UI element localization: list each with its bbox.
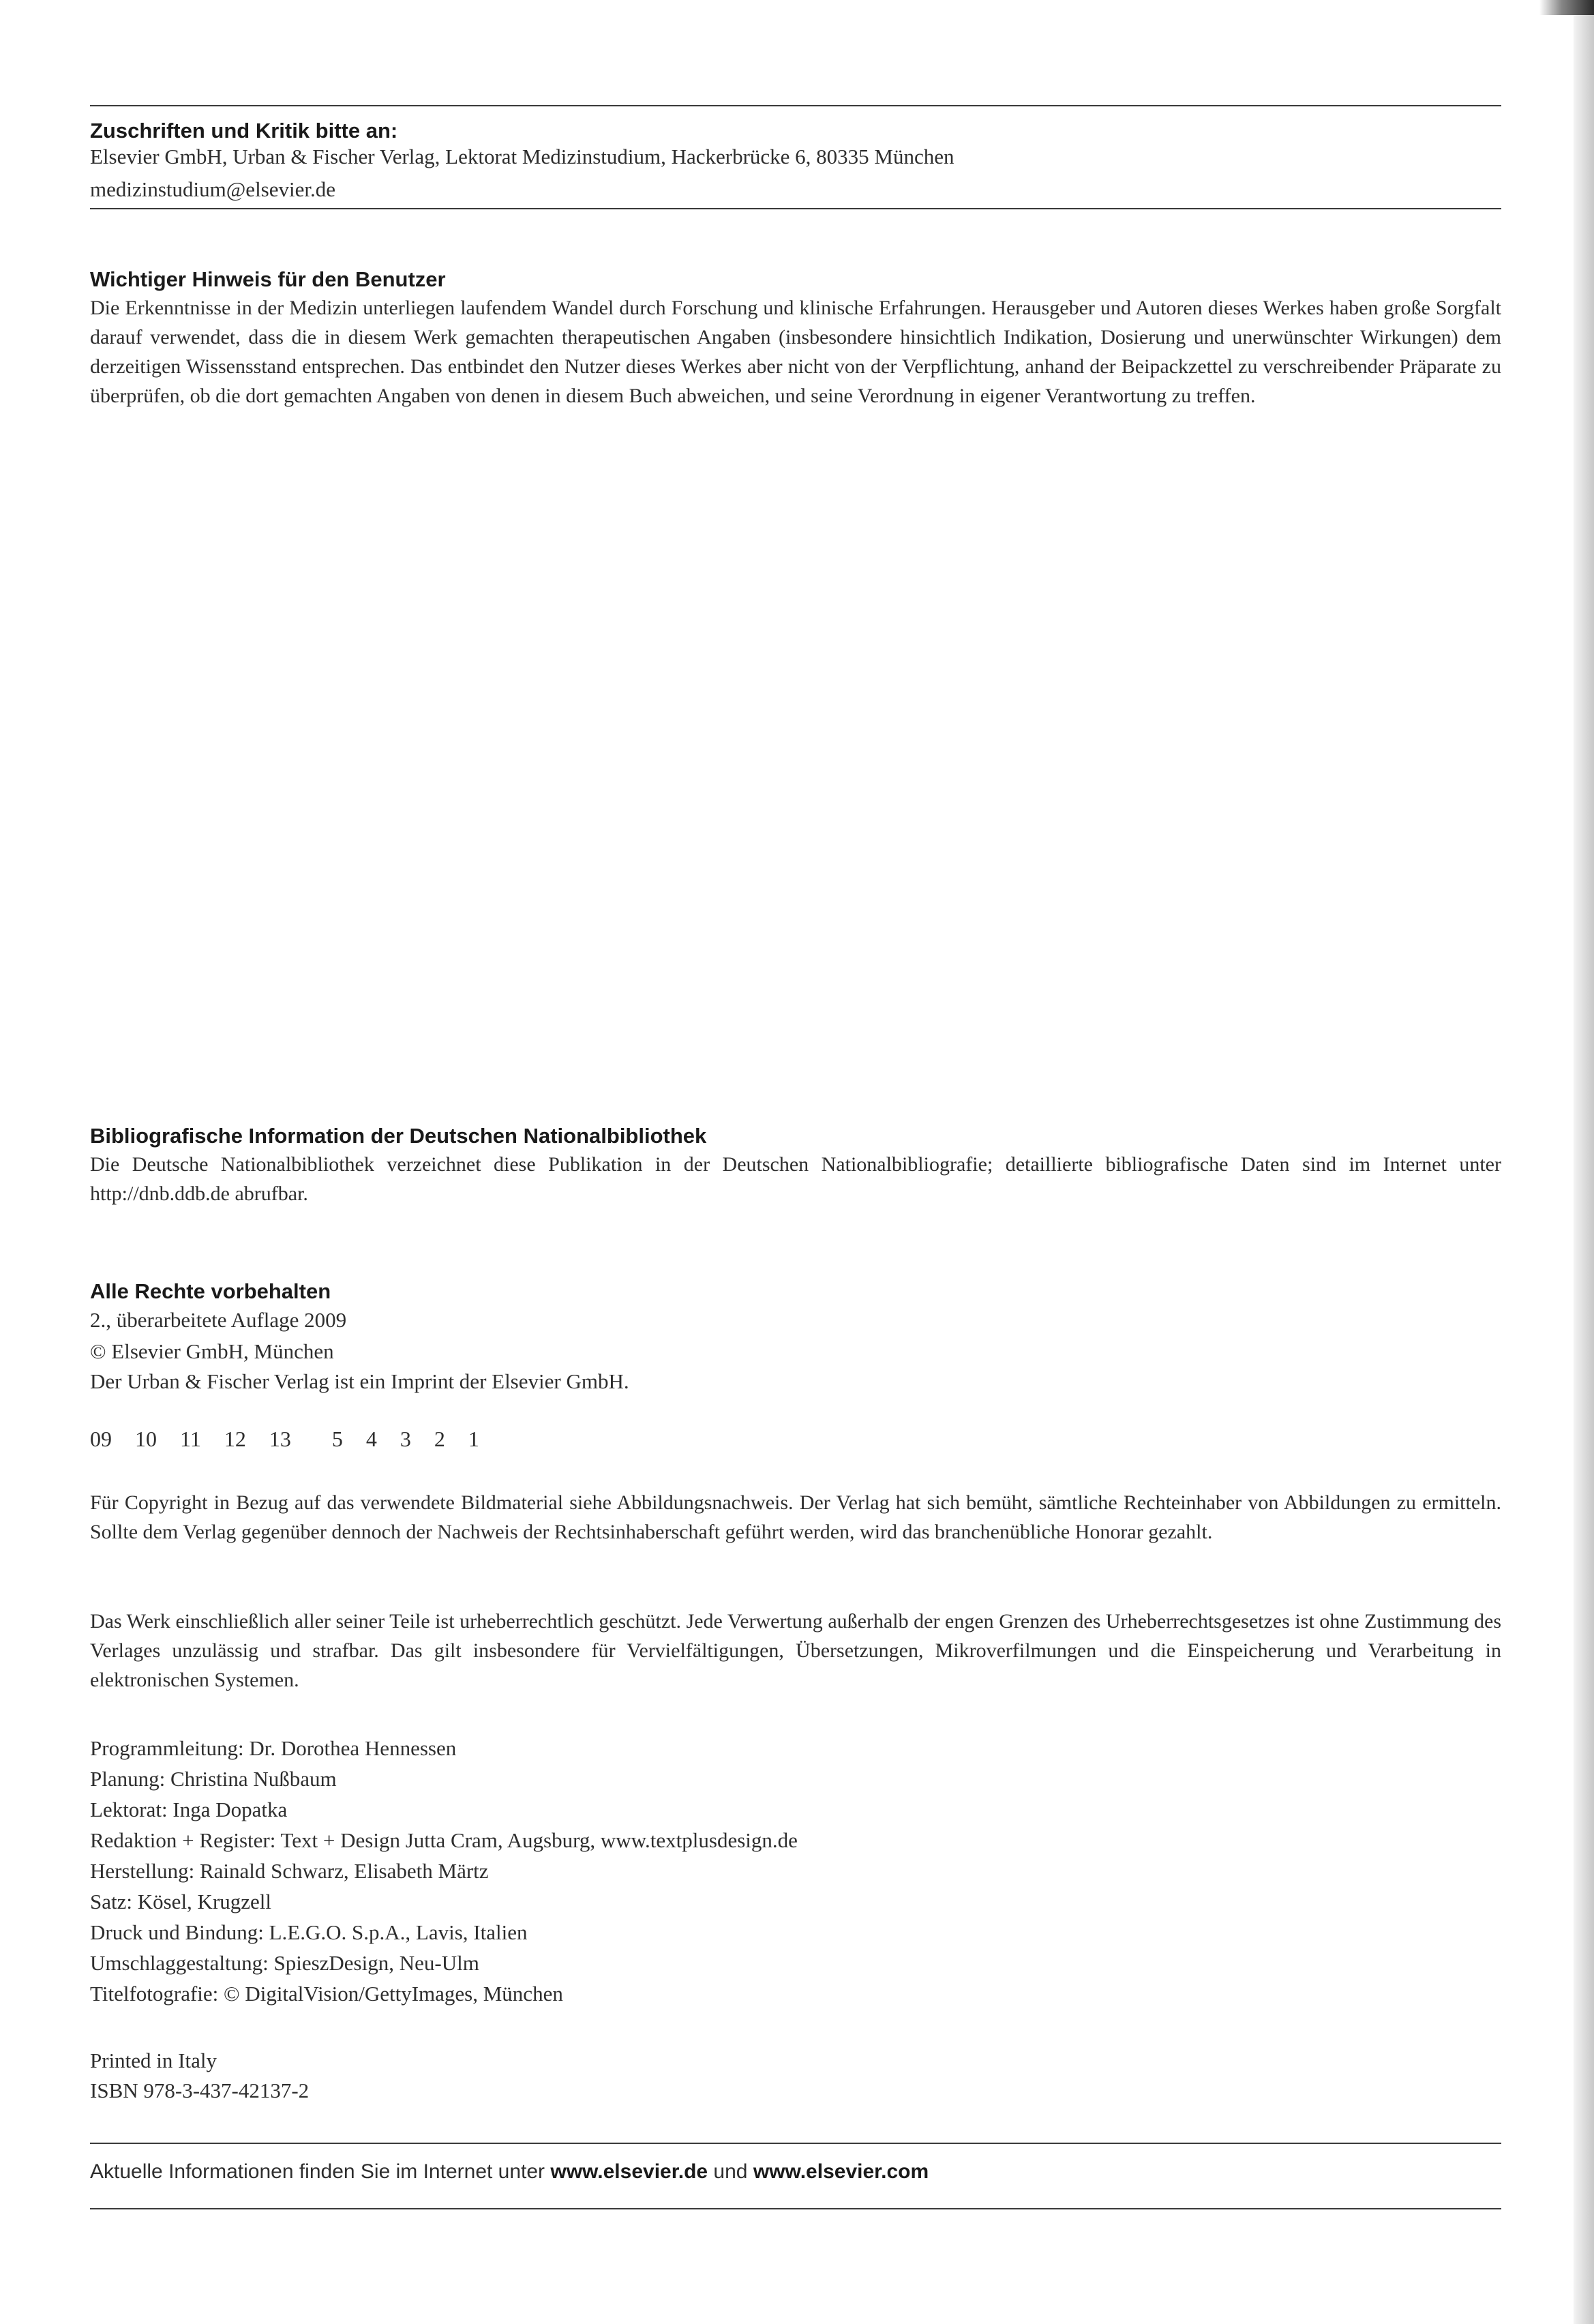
notice-text: Die Erkenntnisse in der Medizin unterliegen laufendem Wandel durch Forschung und klinische Erfahrungen. Herausgeber und Autoren dieses Werkes haben große Sorgfalt darauf verwendet, dass die in diesem Werk gemachten therapeutischen Angaben (insbesondere hinsichtlich Indikation, Dosierung und unerwünschter Wirkungen) dem derzeitigen Wissensstand entsprechen. Das entbindet den Nutzer dieses Werkes aber nicht von der Verpflichtung, anhand der Beipackzettel zu verschreibender Präparate zu überprüfen, ob die dort gemachten Angaben von denen in diesem Buch abweichen, und seine Verordnung in eigener Verantwortung zu treffen. [90,297,1501,407]
printed-in-line: Printed in Italy [90,2049,217,2072]
year-number: 11 [180,1427,201,1451]
impression-number: 5 [331,1427,343,1451]
website-link-com[interactable]: www.elsevier.com [753,2160,929,2183]
print-numbers-line [90,1427,502,1452]
isbn-line: ISBN 978-3-437-42137-2 [90,2079,310,2102]
bibliography-text: Die Deutsche Nationalbibliothek verzeichnet diese Publikation in der Deutschen Nationalbibliografie; detaillierte bibliografische Daten sind im Internet unter http://dnb.ddb.de abrufbar. [90,1153,1501,1205]
credit-line: Redaktion + Register: Text + Design Jutta Cram, Augsburg, www.textplusdesign.de [90,1828,798,1852]
copyright-line: © Elsevier GmbH, München [90,1339,334,1363]
credit-line: Titelfotografie: © DigitalVision/GettyImages, München [90,1982,563,2006]
edition-line: 2., überarbeitete Auflage 2009 [90,1308,347,1332]
page-corner-shadow [1539,0,1594,15]
credit-line: Planung: Christina Nußbaum [90,1767,337,1791]
imprint-line: Der Urban & Fischer Verlag ist ein Imprint der Elsevier GmbH. [90,1369,629,1393]
year-number: 12 [224,1427,246,1451]
credit-line: Herstellung: Rainald Schwarz, Elisabeth Märtz [90,1859,489,1883]
bibliography-heading: Bibliografische Information der Deutschen Nationalbibliothek [90,1124,707,1148]
credit-line: Programmleitung: Dr. Dorothea Hennessen [90,1736,457,1760]
impression-number: 1 [468,1427,479,1451]
credit-line: Satz: Kösel, Krugzell [90,1890,272,1913]
copyright-law-text: Das Werk einschließlich aller seiner Teile ist urheberrechtlich geschützt. Jede Verwertung außerhalb der engen Grenzen des Urheberrechtsgesetzes ist ohne Zustimmung des Verlages unzulässig und strafbar. Das gilt insbesondere für Vervielfältigungen, Übersetzungen, Mikroverfilmungen und die Einspeicherung und Verarbeitung in elektronischen Systemen. [90,1610,1501,1691]
contact-heading: Zuschriften und Kritik bitte an: [90,119,398,143]
image-rights-text: Für Copyright in Bezug auf das verwendete Bildmaterial siehe Abbildungsnachweis. Der Verlag hat sich bemüht, sämtliche Rechteinhaber von Abbildungen zu ermitteln. Sollte dem Verlag gegenüber dennoch der Nachweis der Rechtsinhaberschaft geführt werden, wird das branchenübliche Honorar gezahlt. [90,1491,1501,1543]
contact-rule [90,208,1501,209]
footer-conjunction: und [713,2160,748,2183]
credit-line: Umschlaggestaltung: SpieszDesign, Neu-Ulm [90,1951,479,1975]
year-number: 13 [269,1427,291,1451]
footer-bottom-rule [90,2208,1501,2209]
impression-number: 3 [400,1427,411,1451]
footer-top-rule [90,2143,1501,2144]
impression-number: 2 [434,1427,445,1451]
footer-info [90,2160,929,2184]
year-number: 09 [90,1427,112,1451]
contact-address: Elsevier GmbH, Urban & Fischer Verlag, Lektorat Medizinstudium, Hackerbrücke 6, 80335 München [90,145,954,168]
impression-number: 4 [365,1427,377,1451]
rights-heading: Alle Rechte vorbehalten [90,1279,331,1303]
credit-line: Druck und Bindung: L.E.G.O. S.p.A., Lavis, Italien [90,1920,528,1944]
notice-heading: Wichtiger Hinweis für den Benutzer [90,267,446,291]
website-link-de[interactable]: www.elsevier.de [550,2160,708,2183]
top-rule [90,105,1501,106]
page-edge-shadow [1574,0,1594,2324]
contact-email[interactable]: medizinstudium@elsevier.de [90,177,335,201]
credit-line: Lektorat: Inga Dopatka [90,1798,288,1821]
footer-prefix: Aktuelle Informationen finden Sie im Internet unter [90,2160,545,2183]
year-number: 10 [135,1427,157,1451]
